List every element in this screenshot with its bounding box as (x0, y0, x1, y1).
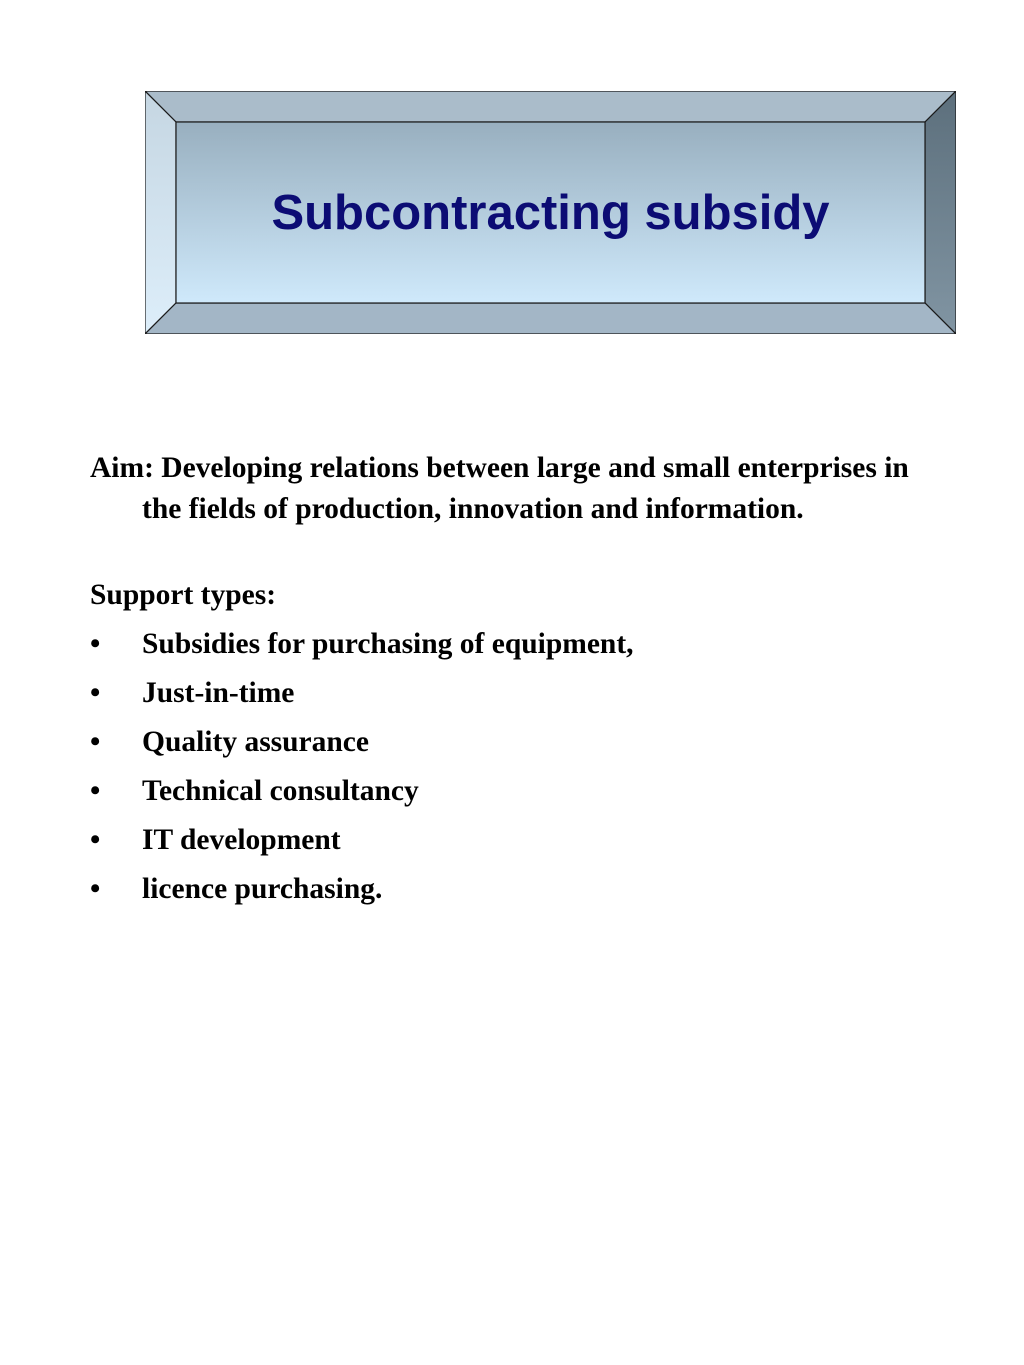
list-item-label: Subsidies for purchasing of equipment, (142, 628, 634, 660)
list-item-label: Technical consultancy (142, 775, 419, 807)
bullet-icon: • (90, 726, 101, 758)
aim-paragraph: Aim: Developing relations between large and small enterprises in the fields of production, innovation and information. (90, 452, 909, 525)
list-item-label: Quality assurance (142, 726, 369, 758)
list-item (90, 718, 950, 767)
list-item (90, 816, 950, 865)
bullet-icon: • (90, 873, 101, 905)
bevel-top (145, 91, 956, 122)
bullet-icon: • (90, 677, 101, 709)
list-item (90, 767, 950, 816)
list-item-label: licence purchasing. (142, 873, 383, 905)
bevel-bottom (145, 303, 956, 334)
list-item-label: IT development (142, 824, 341, 856)
list-item-label: Just-in-time (142, 677, 295, 709)
support-types-heading: Support types: (90, 579, 277, 611)
bullet-icon: • (90, 775, 101, 807)
list-item (90, 620, 950, 669)
slide-body (90, 448, 950, 914)
slide-title: Subcontracting subsidy (271, 185, 830, 240)
bevel-right (925, 91, 956, 334)
list-item (90, 865, 950, 914)
bullet-icon: • (90, 628, 101, 660)
title-banner (145, 91, 956, 334)
bullet-icon: • (90, 824, 101, 856)
support-types-list (90, 620, 950, 914)
bevel-left (145, 91, 176, 334)
list-item (90, 669, 950, 718)
